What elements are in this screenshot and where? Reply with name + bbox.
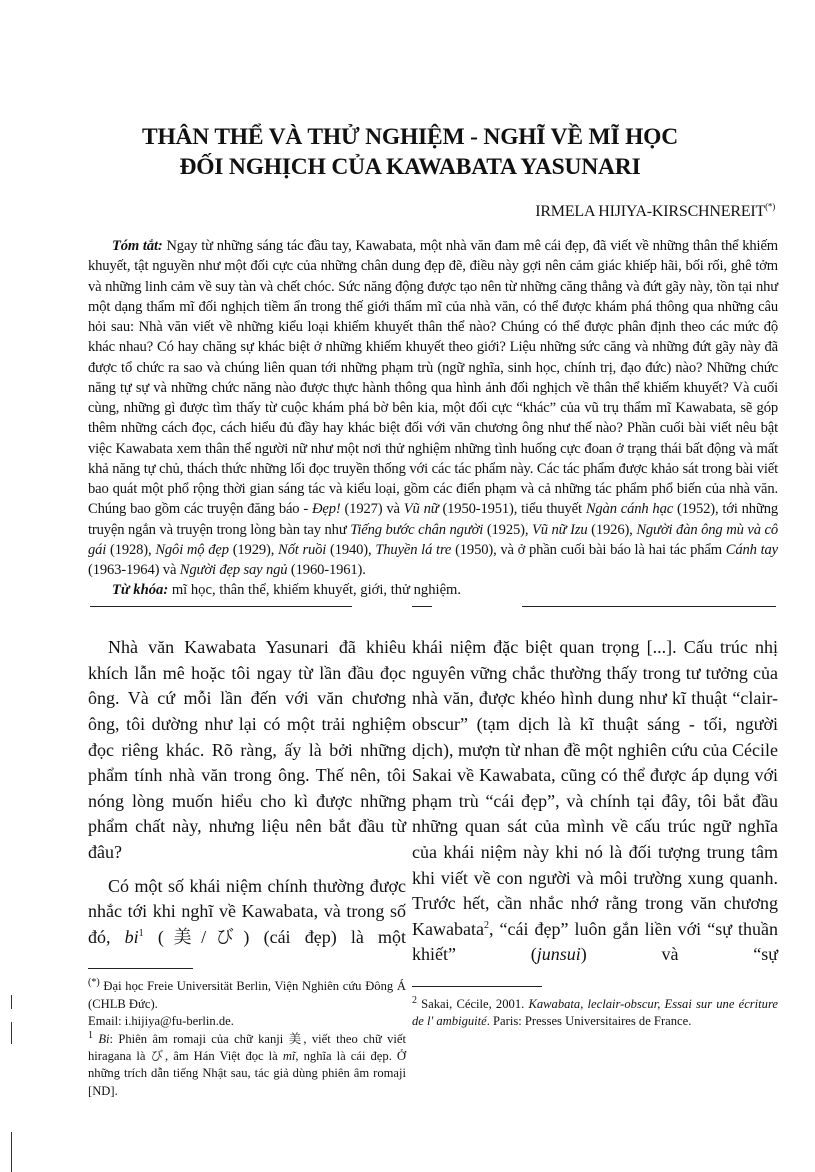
footnotes-left: [88, 978, 406, 1100]
scan-margin-mark: [11, 1132, 12, 1172]
italic-title-text: Thuyền lá tre: [375, 541, 452, 558]
text-run: Ngay từ những sáng tác đầu tay, Kawabata, một nhà văn đam mê cái đẹp, đã viết về những thân thể khiếm khuyết, tật nguyền như một đối cực của những chân dung đẹp đẽ, điều này gợi nên cảm giác khiếp hãi, bối rối, ghê tởm và những linh cảm về suy tàn và chết chóc. Sức năng động được tạo nên từ những căng thẳng và đứt gãy này, tồn tại như một dạng thẩm mĩ đối nghịch tiềm ẩn trong thế giới thẩm mĩ của nhà văn, có thể được khám phá thông qua những câu hỏi sau: Nhà văn viết về những kiểu loại khiếm khuyết thân thể nào? Chúng có thể được phân định theo các mức độ khác nhau? Có hay chăng sự khác biệt ở những khiếm khuyết theo giới? Liệu những sức căng và những đứt gãy này đã được tổ chức ra sao và chúng liên quan tới những phạm trù (ngữ nghĩa, sinh học, chính trị, đạo đức) nào? Những chức năng tự sự và những chức năng nào được thực hành thông qua hình ảnh đối nghịch về thân thể khiếm khuyết? Và cuối cùng, những gì được tìm thấy từ cuộc khám phá bờ bên kia, một đối cực “khác” của vũ trụ thẩm mĩ Kawabata, sẽ góp thêm những cách đọc, cách hiểu đủ đầy hay khác biệt đối với văn chương ông như thế nào? Phần cuối bài viết nêu bật việc Kawabata xem thân thể người nữ như một nơi thử nghiệm những tình huống cực đoan ở trạng thái bất động và mất khả năng tự chủ, thách thức những lối đọc truyền thống với các tác phẩm này. Các tác phẩm được khảo sát trong bài viết bao quát một phổ rộng thời gian sáng tác và kiểu loại, gồm các điển phạm và cả những tác phẩm phổ biến của nhà văn. Chúng bao gồm các truyện đăng báo -: [88, 238, 778, 518]
footnote-email: Email: i.hijiya@fu-berlin.de.: [88, 1014, 234, 1029]
footnote-marker: 1: [88, 1029, 93, 1041]
italic-title-text: junsui: [536, 944, 581, 965]
italic-title-text: bi: [124, 926, 139, 947]
italic-title-text: Vũ nữ Izu: [531, 521, 588, 538]
italic-title-text: mĩ: [282, 1049, 296, 1063]
text-run: . Paris: Presses Universitaires de France.: [486, 1014, 692, 1029]
italic-title-text: Người đẹp say ngủ: [179, 562, 288, 578]
italic-title-text: Tiếng bước chân người: [350, 521, 484, 538]
abstract: [88, 236, 778, 580]
keywords-label: Từ khóa:: [112, 582, 169, 599]
text-run: khái niệm đặc biệt quan trọng [...]. Cấu trúc nhị nguyên vững chắc thường thấy trong tư tưởng của nhà văn, được khéo hình dung như kĩ thuật “clair-obscur” (tạm dịch là kĩ thuật sáng - tối, người dịch), mượn từ nhan đề một nghiên cứu của Cécile Sakai về Kawabata, cũng có thể được áp dụng với phạm trù “cái đẹp”, và chính tại đây, tôi bắt đầu những quan sát của mình về cấu trúc ngữ nghĩa của khái niệm này khi nó là đối tượng trung tâm khi viết về con người và môi trường xung quanh. Trước hết, cần nhắc nhớ rằng trong văn chương Kawabata: [412, 637, 778, 939]
title-line-2: ĐỐI NGHỊCH CỦA KAWABATA YASUNARI: [179, 154, 641, 180]
body-column-left: [88, 635, 406, 950]
section-divider-right: [522, 606, 776, 607]
author-name: IRMELA HIJIYA-KIRSCHNEREIT: [535, 203, 766, 220]
text-run: (1940),: [326, 541, 376, 558]
footnote-marker: 2: [483, 919, 489, 931]
body-paragraph-2: [88, 874, 406, 951]
article-content: [88, 0, 778, 1110]
text-run: ) và “sự: [580, 944, 778, 965]
scan-margin-mark: [11, 1022, 12, 1044]
footnote-2: [412, 996, 778, 1031]
italic-title-text: Người đàn ông mù và cô gái: [88, 521, 778, 558]
text-run: (1927) và: [340, 501, 404, 518]
text-run: (1950), và ở phần cuối bài báo là hai tác phẩm: [451, 541, 726, 558]
footnote-marker: 2: [412, 994, 417, 1006]
italic-title-text: Ngàn cánh hạc: [585, 501, 674, 518]
footnote-divider-right: [412, 986, 542, 987]
footnote-marker: (*): [88, 977, 100, 989]
footnote-1: [88, 1031, 406, 1101]
text-run: Có một số khái niệm chính thường được nhắc tới khi nghĩ về Kawabata, và trong số đó,: [88, 875, 406, 947]
text-run: (1963-1964) và: [88, 562, 180, 578]
body-paragraph-1: Nhà văn Kawabata Yasunari đã khiêu khích lẫn mê hoặc tôi ngay từ lần đầu đọc ông. Và cứ mỗi lần đến với văn chương ông, tôi dường như lại có một trải nghiệm đọc riêng khác. Rõ ràng, ấy là bởi những phẩm tính nhà văn trong ông. Thế nên, tôi nóng lòng muốn hiểu cho kì được những phẩm chất này, nhưng liệu nên bắt đầu từ đâu?: [88, 637, 406, 862]
footnote-divider-left: [88, 968, 193, 969]
italic-title-text: Cánh tay: [725, 541, 778, 558]
text-run: Sakai, Cécile, 2001.: [417, 996, 529, 1011]
section-divider-mid: [412, 606, 432, 607]
italic-title-text: Vũ nữ: [403, 501, 439, 518]
footnotes-right: [412, 996, 778, 1031]
title-line-1: THÂN THỂ VÀ THỬ NGHIỆM - NGHĨ VỀ MĨ HỌC: [141, 124, 679, 150]
footnote-author-affiliation: [88, 978, 406, 1013]
text-run: (1950-1951), tiểu thuyết: [438, 501, 586, 518]
abstract-text: [88, 238, 778, 578]
footnote-marker: 1: [138, 927, 144, 939]
text-run: (1925),: [483, 521, 532, 538]
text-run: (1926),: [587, 521, 637, 538]
section-divider: [88, 606, 778, 607]
text-run: (1928),: [106, 541, 156, 558]
italic-title-text: Bi: [98, 1031, 110, 1046]
text-run: (1952), tới những truyện ngắn và truyện trong lòng bàn tay như: [88, 501, 778, 538]
text-run: (1960-1961).: [287, 562, 366, 578]
italic-title-text: Ngôi mộ đẹp: [155, 541, 229, 558]
body-paragraph-3: [412, 635, 778, 968]
scan-margin-mark: [11, 995, 12, 1009]
text-run: : Phiên âm romaji của chữ kanji 美, viết theo chữ viết hiragana là び, âm Hán Việt đọc là: [88, 1031, 406, 1063]
left-column-wrapper: [88, 635, 406, 1100]
text-run: (美/び) (cái đẹp) là một: [143, 926, 406, 947]
body-columns: [88, 635, 778, 1100]
text-run: , nghĩa là cái đẹp. Ở những trích dẫn tiếng Nhật sau, tác giả dùng phiên âm romaji [ND].: [88, 1049, 406, 1098]
abstract-label: Tóm tắt:: [112, 238, 163, 254]
text-run: Đại học Freie Universität Berlin, Viện Nghiên cứu Đông Á (CHLB Đức).: [88, 979, 406, 1011]
author-footnote-mark: (*): [765, 201, 775, 212]
keywords: [88, 580, 778, 600]
right-column-wrapper: [412, 635, 778, 1100]
text-run: (1929),: [228, 541, 279, 558]
keywords-text: mĩ học, thân thể, khiếm khuyết, giới, thử nghiệm.: [168, 582, 462, 599]
text-run: , “cái đẹp” luôn gắn liền với “sự thuần khiết” (: [412, 918, 778, 965]
italic-title-text: Đẹp!: [311, 501, 341, 518]
body-column-right: [412, 635, 778, 968]
italic-title-text: Kawabata, leclair-obscur, Essai sur une écriture de l' ambiguité: [412, 996, 779, 1029]
italic-title-text: Nốt ruồi: [278, 541, 327, 558]
section-divider-left: [90, 606, 352, 607]
